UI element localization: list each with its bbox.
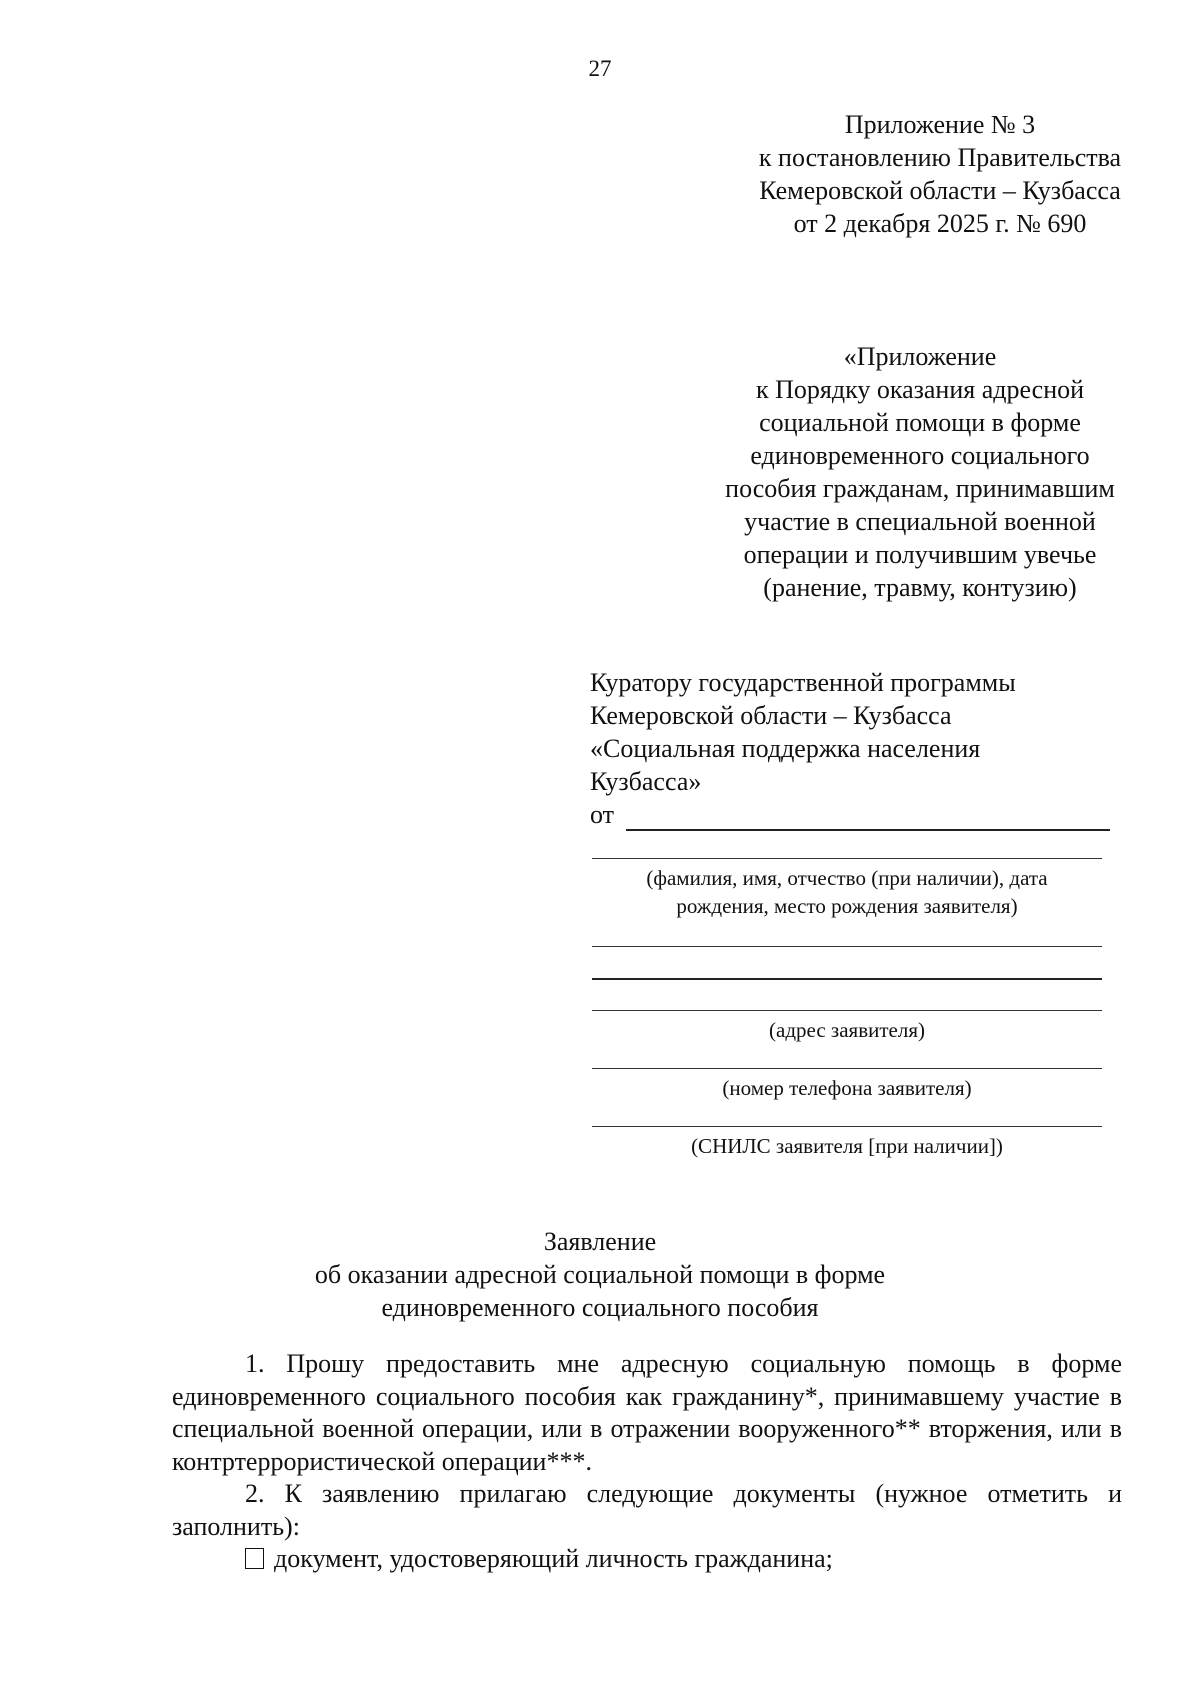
from-row	[590, 798, 1110, 831]
appendix-line: от 2 декабря 2025 г. № 690	[793, 209, 1087, 238]
address-field-line-1[interactable]	[592, 946, 1102, 947]
document-title	[0, 1225, 1200, 1324]
phone-field[interactable]	[592, 1068, 1102, 1069]
snils-caption: (СНИЛС заявителя [при наличии])	[691, 1134, 1003, 1158]
checkbox-label: документ, удостоверяющий личность гражданина;	[274, 1544, 833, 1573]
appendix-line: Приложение № 3	[844, 110, 1036, 139]
page-number: 27	[588, 56, 612, 81]
procedure-line: единовременного социального	[750, 441, 1090, 470]
procedure-line: пособия гражданам, принимавшим	[725, 474, 1115, 503]
from-label: от	[590, 800, 615, 829]
addressee-line: Кемеровской области – Кузбасса	[590, 701, 952, 730]
snils-field[interactable]	[592, 1126, 1102, 1127]
procedure-line: операции и получившим увечье	[743, 540, 1097, 569]
appendix-line: Кемеровской области – Кузбасса	[759, 176, 1121, 205]
procedure-line: «Приложение	[843, 342, 997, 371]
title-line: Заявление	[543, 1227, 657, 1256]
address-caption: (адрес заявителя)	[769, 1018, 925, 1042]
appendix-line: к постановлению Правительства	[758, 143, 1122, 172]
address-field-line-2[interactable]	[592, 978, 1102, 980]
addressee-line: Куратору государственной программы	[590, 668, 1016, 697]
addressee-block	[590, 666, 1150, 831]
fio-caption	[592, 864, 1102, 920]
procedure-line: социальной помощи в форме	[759, 408, 1081, 437]
applicant-name-field[interactable]	[626, 805, 1110, 831]
checkbox-row-identity-document	[172, 1543, 1122, 1576]
identity-document-checkbox[interactable]	[245, 1548, 264, 1569]
title-line: единовременного социального пособия	[381, 1293, 819, 1322]
fio-caption-line: рождения, место рождения заявителя)	[676, 894, 1018, 918]
procedure-appendix-header	[640, 340, 1200, 604]
procedure-line: к Порядку оказания адресной	[755, 375, 1085, 404]
paragraph-1: 1. Прошу предоставить мне адресную социальную помощь в форме единовременного социального пособия как гражданину*, принимавшему участие в специальной военной операции, или в отражении вооруженного** вторжения, или в контртеррористической операции***.	[172, 1349, 1122, 1476]
procedure-line: (ранение, травму, контузию)	[763, 573, 1077, 602]
paragraph-2: 2. К заявлению прилагаю следующие документы (нужное отметить и заполнить):	[172, 1479, 1122, 1541]
phone-caption: (номер телефона заявителя)	[722, 1076, 972, 1100]
procedure-line: участие в специальной военной	[744, 507, 1096, 536]
appendix-header	[680, 108, 1200, 240]
address-field-line-3[interactable]	[592, 1010, 1102, 1011]
addressee-line: «Социальная поддержка населения	[590, 734, 981, 763]
addressee-line: Кузбасса»	[590, 767, 702, 796]
applicant-details-field[interactable]	[592, 858, 1102, 859]
title-line: об оказании адресной социальной помощи в форме	[314, 1260, 886, 1289]
document-body	[172, 1348, 1122, 1576]
fio-caption-line: (фамилия, имя, отчество (при наличии), дата	[646, 866, 1048, 890]
